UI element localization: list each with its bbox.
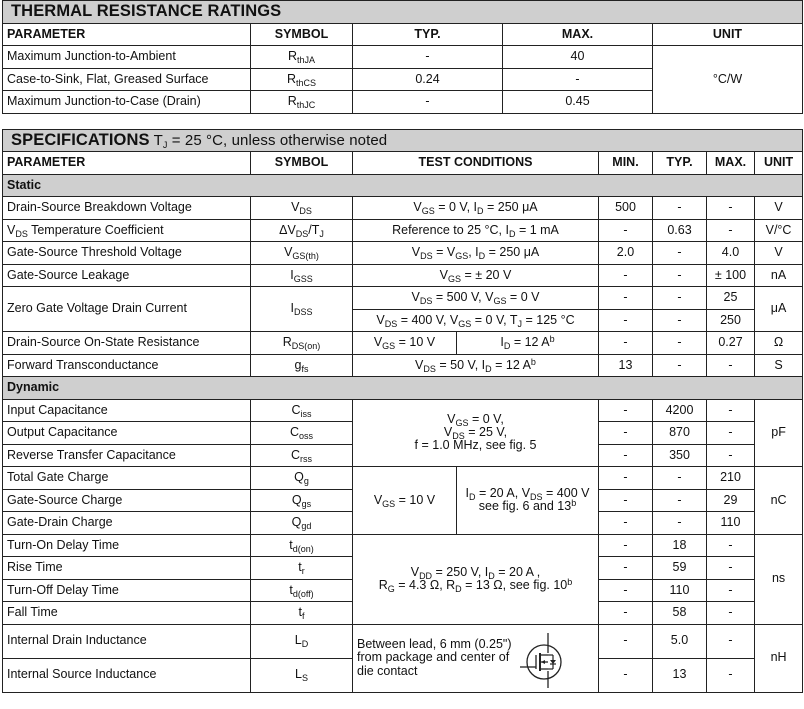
thermal-max: 0.45	[503, 91, 653, 114]
spec-typ: -	[653, 287, 707, 310]
spec-max: 210	[707, 467, 755, 490]
spec-max: -	[707, 422, 755, 445]
spec-parameter: Gate-Source Threshold Voltage	[3, 242, 251, 265]
spec-parameter: Reverse Transfer Capacitance	[3, 444, 251, 467]
spec-max: -	[707, 219, 755, 242]
spec-conditions: $V_{DS} = 500$ V, $V_{GS} = 0$ V	[353, 287, 599, 310]
spec-conditions: $V_{DS} = 400$ V, $V_{GS} = 0$ V, $T_J = 125$ °C	[353, 309, 599, 332]
spec-conditions: $V_{GS} = 0$ V, $V_{DS} = 25$ V, f = 1.0 MHz, see fig. 5	[353, 399, 599, 467]
section-dynamic	[3, 377, 803, 400]
spec-typ: 13	[653, 658, 707, 692]
spec-parameter: Zero Gate Voltage Drain Current	[3, 287, 251, 332]
spec-unit: V	[755, 197, 803, 220]
spec-conditions: $V_{GS} = 0$ V, $I_D = 250$ μA	[353, 197, 599, 220]
spec-parameter: Output Capacitance	[3, 422, 251, 445]
spec-min: 2.0	[599, 242, 653, 265]
spec-parameter: Turn-On Delay Time	[3, 534, 251, 557]
col-header-max: MAX.	[503, 23, 653, 46]
spec-min: -	[599, 579, 653, 602]
spec-parameter: Internal Source Inductance	[3, 658, 251, 692]
spec-typ: 870	[653, 422, 707, 445]
section-dynamic-label: Dynamic	[3, 377, 803, 400]
spec-max: -	[707, 658, 755, 692]
spec-max: -	[707, 444, 755, 467]
spec-min: -	[599, 534, 653, 557]
spec-parameter: Gate-Drain Charge	[3, 512, 251, 535]
col-header-typ: TYP.	[353, 23, 503, 46]
spec-max: -	[707, 602, 755, 625]
mosfet-symbol-icon	[516, 631, 568, 689]
spec-conditions: $V_{DS} = V_{GS}$, $I_D = 250$ μA	[353, 242, 599, 265]
spec-parameter: Forward Transconductance	[3, 354, 251, 377]
spec-max: -	[707, 534, 755, 557]
spec-conditions: $V_{GS} = 10$ V	[353, 467, 457, 535]
thermal-symbol: $R_{thJA}$	[251, 46, 353, 69]
spec-min: -	[599, 512, 653, 535]
spec-min: -	[599, 422, 653, 445]
col-header-unit: UNIT	[653, 23, 803, 46]
spec-symbol: $t_r$	[251, 557, 353, 580]
spec-conditions: $V_{DD} = 250$ V, $I_D = 20$ A , $R_G = 4.3$ Ω, $R_D = 13$ Ω, see fig. 10$^b$	[353, 534, 599, 624]
datasheet-page	[2, 0, 802, 693]
thermal-typ: 0.24	[353, 68, 503, 91]
spec-unit: V/°C	[755, 219, 803, 242]
spec-min: -	[599, 287, 653, 310]
spec-min: -	[599, 219, 653, 242]
spec-unit: nA	[755, 264, 803, 287]
spec-min: -	[599, 489, 653, 512]
specs-title-row	[3, 129, 803, 152]
spec-typ: 59	[653, 557, 707, 580]
thermal-title: THERMAL RESISTANCE RATINGS	[3, 1, 803, 24]
spec-row	[3, 219, 803, 242]
col-header-typ: TYP.	[653, 152, 707, 175]
thermal-symbol: $R_{thCS}$	[251, 68, 353, 91]
spec-max: 29	[707, 489, 755, 512]
spec-symbol: $C_{oss}$	[251, 422, 353, 445]
spec-typ: -	[653, 332, 707, 355]
spec-parameter: $V_{DS}$ Temperature Coefficient	[3, 219, 251, 242]
spec-conditions: $I_D = 12$ $A^b$	[457, 332, 599, 355]
col-header-parameter: PARAMETER	[3, 23, 251, 46]
spec-symbol: $t_f$	[251, 602, 353, 625]
spec-typ: -	[653, 242, 707, 265]
thermal-typ: -	[353, 46, 503, 69]
spec-typ: -	[653, 354, 707, 377]
spec-conditions: Reference to 25 °C, $I_D = 1$ mA	[353, 219, 599, 242]
spec-conditions: $I_D = 20$ A, $V_{DS} = 400$ V see fig. 6 and 13$^b$	[457, 467, 599, 535]
spec-unit: Ω	[755, 332, 803, 355]
spec-symbol: $L_D$	[251, 624, 353, 658]
spec-row	[3, 534, 803, 557]
spec-max: 0.27	[707, 332, 755, 355]
spec-row	[3, 332, 803, 355]
spec-max: 110	[707, 512, 755, 535]
spec-row	[3, 624, 803, 658]
spec-parameter: Input Capacitance	[3, 399, 251, 422]
spec-max: -	[707, 197, 755, 220]
spec-row	[3, 467, 803, 490]
specs-header-row	[3, 152, 803, 175]
spec-min: -	[599, 444, 653, 467]
thermal-parameter: Maximum Junction-to-Case (Drain)	[3, 91, 251, 114]
spec-symbol: $C_{rss}$	[251, 444, 353, 467]
spec-typ: -	[653, 512, 707, 535]
spec-symbol: $\Delta V_{DS}/T_J$	[251, 219, 353, 242]
col-header-parameter: PARAMETER	[3, 152, 251, 175]
spec-symbol: $C_{iss}$	[251, 399, 353, 422]
spec-unit: nH	[755, 624, 803, 692]
thermal-row	[3, 46, 803, 69]
spec-unit: nC	[755, 467, 803, 535]
table-spacer	[2, 114, 802, 129]
spec-conditions	[353, 624, 599, 692]
spec-row	[3, 354, 803, 377]
specs-title: SPECIFICATIONS $T_J = 25$ °C, unless otherwise noted	[3, 129, 803, 152]
thermal-resistance-table	[2, 0, 803, 114]
spec-parameter: Gate-Source Charge	[3, 489, 251, 512]
spec-parameter: Gate-Source Leakage	[3, 264, 251, 287]
spec-typ: -	[653, 467, 707, 490]
thermal-parameter: Maximum Junction-to-Ambient	[3, 46, 251, 69]
spec-symbol: $t_{d(on)}$	[251, 534, 353, 557]
thermal-typ: -	[353, 91, 503, 114]
spec-max: -	[707, 579, 755, 602]
spec-parameter: Fall Time	[3, 602, 251, 625]
spec-max: -	[707, 354, 755, 377]
spec-min: -	[599, 309, 653, 332]
col-header-unit: UNIT	[755, 152, 803, 175]
spec-parameter: Drain-Source Breakdown Voltage	[3, 197, 251, 220]
spec-max: ± 100	[707, 264, 755, 287]
spec-max: 4.0	[707, 242, 755, 265]
spec-min: -	[599, 399, 653, 422]
spec-typ: 0.63	[653, 219, 707, 242]
thermal-symbol: $R_{thJC}$	[251, 91, 353, 114]
spec-max: 25	[707, 287, 755, 310]
spec-typ: 18	[653, 534, 707, 557]
thermal-header-row	[3, 23, 803, 46]
spec-typ: 350	[653, 444, 707, 467]
spec-unit: V	[755, 242, 803, 265]
spec-min: 500	[599, 197, 653, 220]
spec-typ: -	[653, 309, 707, 332]
spec-symbol: $I_{GSS}$	[251, 264, 353, 287]
specifications-table	[2, 129, 803, 693]
spec-max: -	[707, 624, 755, 658]
thermal-max: -	[503, 68, 653, 91]
spec-parameter: Rise Time	[3, 557, 251, 580]
spec-symbol: $t_{d(off)}$	[251, 579, 353, 602]
thermal-parameter: Case-to-Sink, Flat, Greased Surface	[3, 68, 251, 91]
spec-symbol: $Q_{gs}$	[251, 489, 353, 512]
spec-parameter: Internal Drain Inductance	[3, 624, 251, 658]
col-header-symbol: SYMBOL	[251, 23, 353, 46]
spec-conditions: $V_{GS}$ = ± 20 V	[353, 264, 599, 287]
spec-symbol: $L_S$	[251, 658, 353, 692]
spec-typ: 4200	[653, 399, 707, 422]
spec-min: -	[599, 602, 653, 625]
col-header-symbol: SYMBOL	[251, 152, 353, 175]
spec-conditions: $V_{GS} = 10$ V	[353, 332, 457, 355]
spec-conditions: $V_{DS} = 50$ V, $I_D = 12$ $A^b$	[353, 354, 599, 377]
spec-max: -	[707, 399, 755, 422]
spec-typ: -	[653, 264, 707, 287]
spec-symbol: $I_{DSS}$	[251, 287, 353, 332]
spec-row	[3, 242, 803, 265]
spec-min: -	[599, 624, 653, 658]
spec-symbol: $g_{fs}$	[251, 354, 353, 377]
thermal-max: 40	[503, 46, 653, 69]
spec-typ: 58	[653, 602, 707, 625]
spec-min: -	[599, 467, 653, 490]
spec-row	[3, 264, 803, 287]
spec-unit: pF	[755, 399, 803, 467]
spec-unit: S	[755, 354, 803, 377]
spec-typ: 110	[653, 579, 707, 602]
spec-unit: μA	[755, 287, 803, 332]
col-header-min: MIN.	[599, 152, 653, 175]
thermal-unit: °C/W	[653, 46, 803, 114]
section-static	[3, 174, 803, 197]
thermal-title-row	[3, 1, 803, 24]
spec-min: -	[599, 332, 653, 355]
spec-typ: -	[653, 197, 707, 220]
col-header-max: MAX.	[707, 152, 755, 175]
section-static-label: Static	[3, 174, 803, 197]
spec-symbol: $Q_{gd}$	[251, 512, 353, 535]
spec-typ: 5.0	[653, 624, 707, 658]
spec-symbol: $R_{DS(on)}$	[251, 332, 353, 355]
spec-min: -	[599, 264, 653, 287]
col-header-test-conditions: TEST CONDITIONS	[353, 152, 599, 175]
spec-symbol: $Q_g$	[251, 467, 353, 490]
spec-min: -	[599, 658, 653, 692]
spec-row	[3, 399, 803, 422]
spec-symbol: $V_{DS}$	[251, 197, 353, 220]
spec-min: -	[599, 557, 653, 580]
spec-unit: ns	[755, 534, 803, 624]
spec-typ: -	[653, 489, 707, 512]
spec-min: 13	[599, 354, 653, 377]
spec-parameter: Total Gate Charge	[3, 467, 251, 490]
spec-symbol: $V_{GS(th)}$	[251, 242, 353, 265]
spec-parameter: Turn-Off Delay Time	[3, 579, 251, 602]
spec-row-idss	[3, 287, 803, 310]
spec-max: 250	[707, 309, 755, 332]
spec-max: -	[707, 557, 755, 580]
spec-parameter: Drain-Source On-State Resistance	[3, 332, 251, 355]
spec-row	[3, 197, 803, 220]
inductance-conditions-text: Between lead, 6 mm (0.25") from package and center of die contact	[357, 636, 512, 678]
